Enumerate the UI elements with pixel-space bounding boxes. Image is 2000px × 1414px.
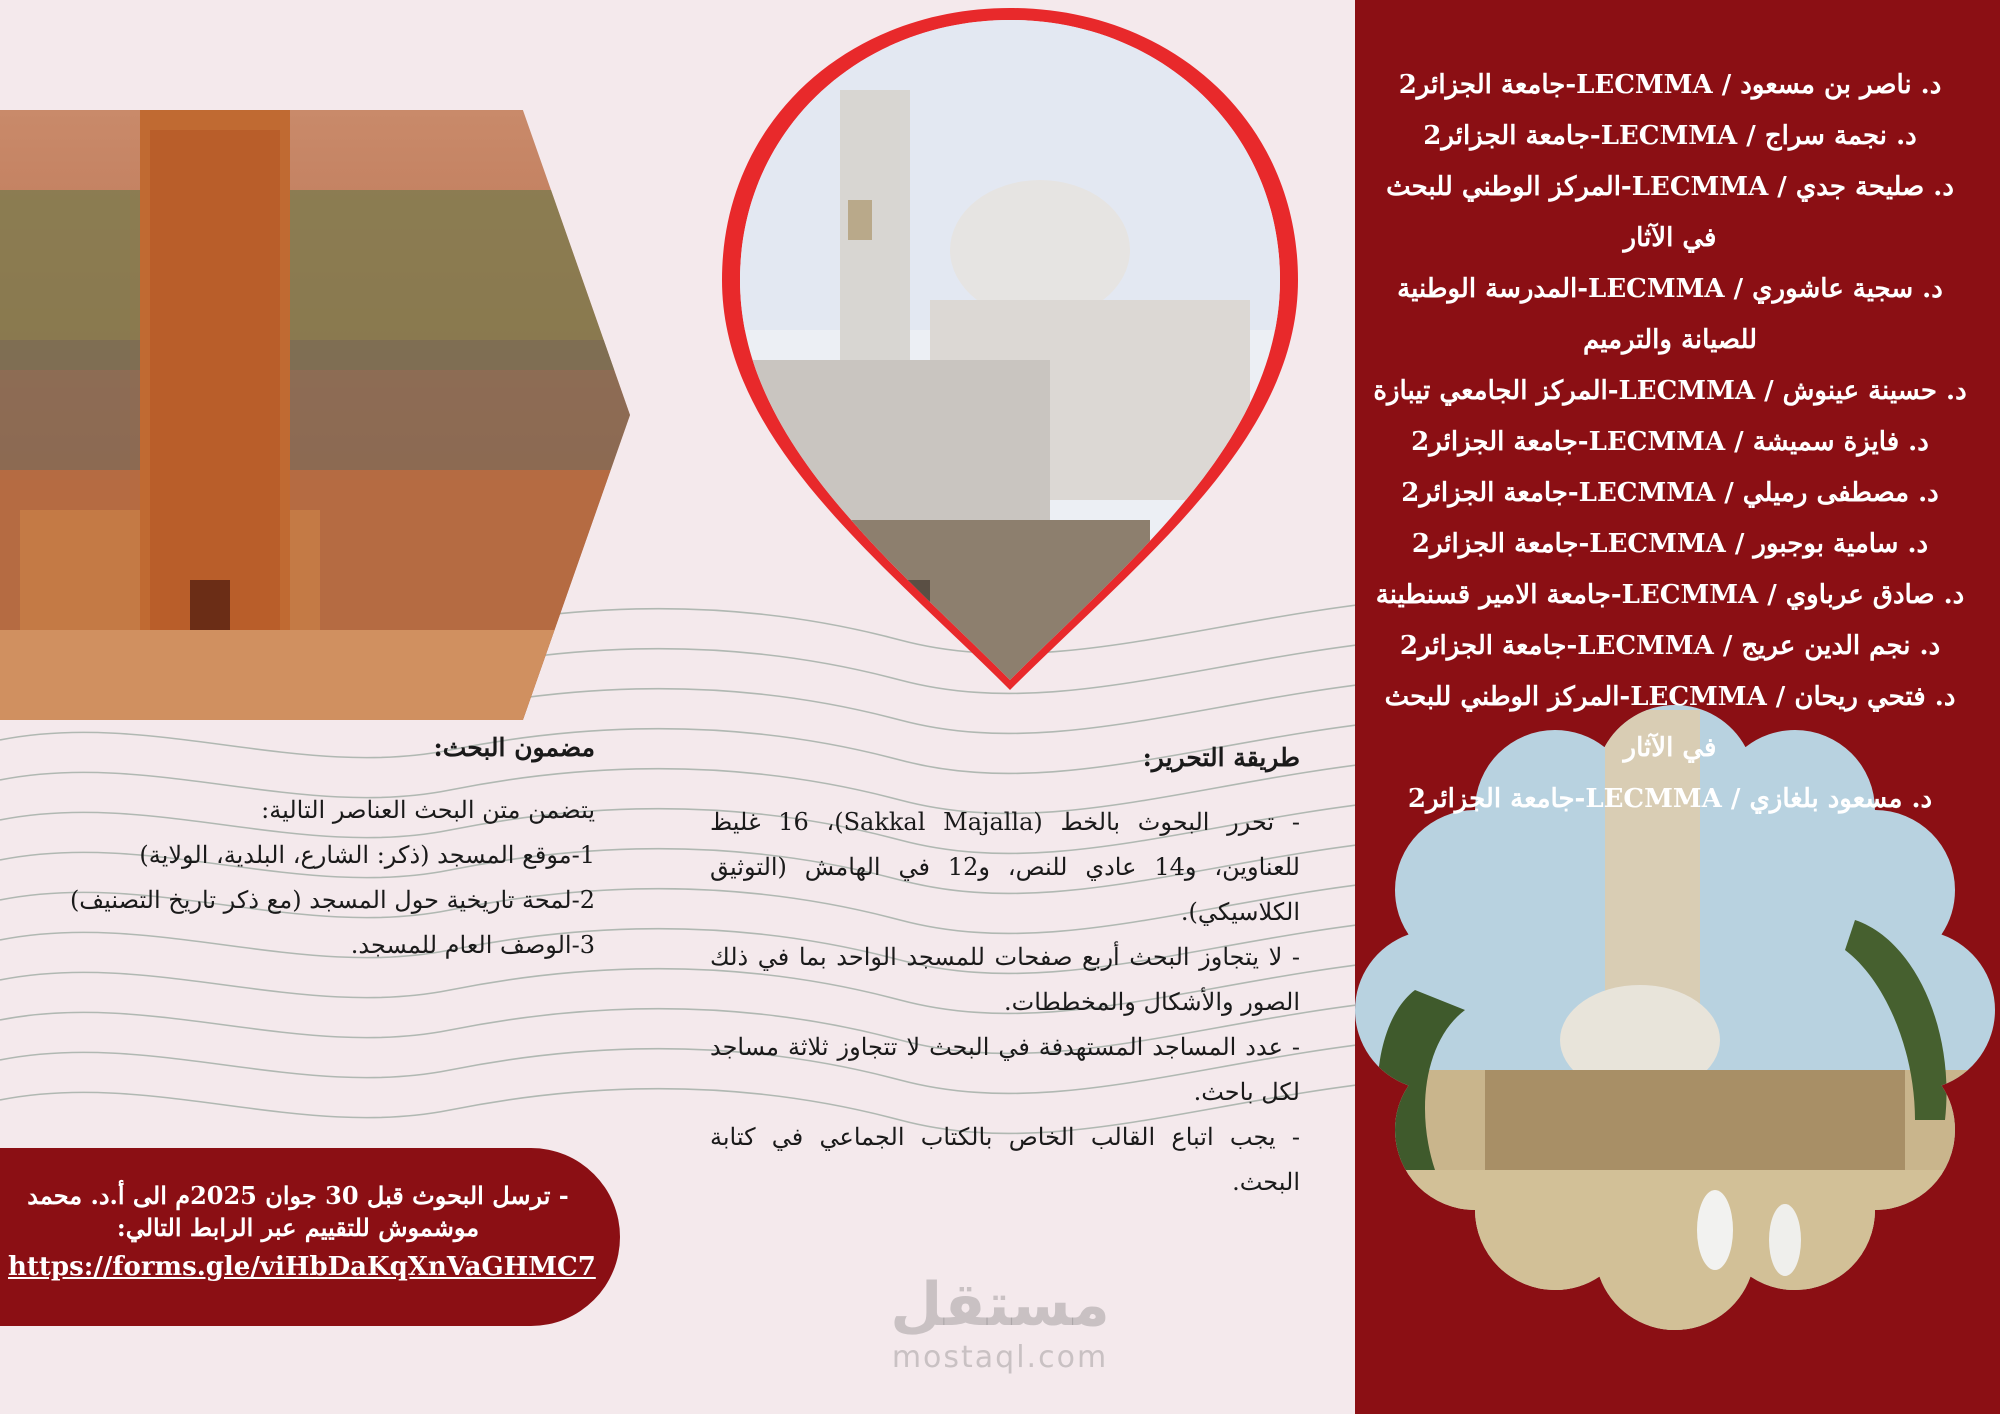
mosque-pin-photo xyxy=(710,0,1310,720)
writing-method-rule: - عدد المساجد المستهدفة في البحث لا تتجاوز ثلاثة مساجد لكل باحث. xyxy=(710,1033,1300,1106)
research-content-intro: يتضمن متن البحث العناصر التالية: xyxy=(261,796,595,824)
writing-method-heading: طريقة التحرير: xyxy=(1142,743,1300,772)
mostaql-watermark xyxy=(870,1270,1130,1375)
authors-list xyxy=(1370,60,1970,825)
research-content-item: 2-لمحة تاريخية حول المسجد (مع ذكر تاريخ التصنيف) xyxy=(69,886,595,914)
submission-form-link[interactable]: https://forms.gle/viHbDaKqXnVaGHMC7 xyxy=(8,1252,596,1282)
author-entry: د. حسينة عينوش / LECMMA-المركز الجامعي تيبازة xyxy=(1373,376,1967,406)
author-entry: د. فايزة سميشة / LECMMA-جامعة الجزائر2 xyxy=(1411,427,1929,457)
author-entry: د. فتحي ريحان / LECMMA-المركز الوطني للبحث في الآثار xyxy=(1384,682,1956,763)
submission-notice-text: - ترسل البحوث قبل 30 جوان 2025م الى أ.د. محمد موشموش للتقييم عبر الرابط التالي: xyxy=(27,1181,569,1242)
author-entry: د. مصطفى رميلي / LECMMA-جامعة الجزائر2 xyxy=(1401,478,1939,508)
author-entry: د. صادق عرباوي / LECMMA-جامعة الامير قسنطينة xyxy=(1375,580,1965,610)
research-content-heading: مضمون البحث: xyxy=(433,733,595,762)
author-entry: د. ناصر بن مسعود / LECMMA-جامعة الجزائر2 xyxy=(1398,70,1942,100)
research-content-item: 3-الوصف العام للمسجد. xyxy=(350,931,595,959)
research-content-item: 1-موقع المسجد (ذكر: الشارع، البلدية، الولاية) xyxy=(139,841,595,869)
watermark-url: mostaql.com xyxy=(891,1340,1109,1375)
minaret-ruins-photo xyxy=(0,110,630,720)
author-entry: د. صليحة جدي / LECMMA-المركز الوطني للبحث في الآثار xyxy=(1386,172,1954,253)
writing-method-section xyxy=(710,735,1300,1205)
author-entry: د. سامية بوجبور / LECMMA-جامعة الجزائر2 xyxy=(1411,529,1929,559)
author-entry: د. مسعود بلغازي / LECMMA-جامعة الجزائر2 xyxy=(1407,784,1933,814)
writing-method-rule: - تحرر البحوث بالخط (Sakkal Majalla)، 16 غليظ للعناوين، و14 عادي للنص، و12 في الهامش (التوثيق الكلاسيكي). xyxy=(710,808,1300,926)
watermark-logo-word: مستقل xyxy=(890,1270,1110,1340)
writing-method-rule: - يجب اتباع القالب الخاص بالكتاب الجماعي في كتابة البحث. xyxy=(710,1123,1300,1196)
author-entry: د. نجمة سراج / LECMMA-جامعة الجزائر2 xyxy=(1423,121,1917,151)
author-entry: د. نجم الدين عريج / LECMMA-جامعة الجزائر2 xyxy=(1399,631,1941,661)
writing-method-rule: - لا يتجاوز البحث أربع صفحات للمسجد الواحد بما في ذلك الصور والأشكال والمخططات. xyxy=(710,943,1300,1016)
research-content-section xyxy=(20,725,595,968)
author-entry: د. سجية عاشوري / LECMMA-المدرسة الوطنية للصيانة والترميم xyxy=(1397,274,1943,355)
